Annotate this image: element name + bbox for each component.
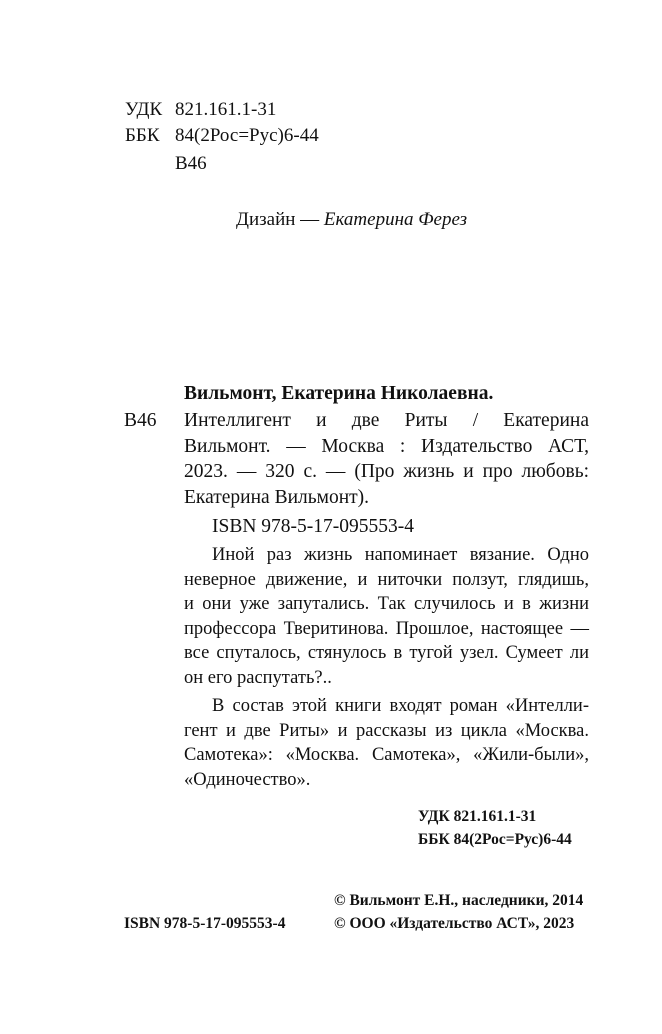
design-credit-prefix: Дизайн — xyxy=(236,209,324,230)
copyright-author: © Вильмонт Е.Н., наследники, 2014 xyxy=(334,892,584,909)
bbk-value: 84(2Рос=Рус)6-44 xyxy=(175,125,319,146)
annotation-line: и они уже запутались. Так случилось и в жизни xyxy=(184,594,589,614)
author-mark-top: В46 xyxy=(175,153,207,174)
catalog-line: Вильмонт. — Москва : Издательство АСТ, xyxy=(184,435,589,457)
bbk-label: ББК xyxy=(125,125,160,146)
annotation-line: все спуталось, стянулось в тугой узел. Сумеет ли xyxy=(184,643,589,663)
annotation-line: он его распутать?.. xyxy=(184,667,332,688)
catalog-description xyxy=(184,408,589,510)
copyright-publisher: © ООО «Издательство АСТ», 2023 xyxy=(334,915,575,932)
annotation-line: «Одиночество». xyxy=(184,769,311,790)
catalog-line: Екатерина Вильмонт). xyxy=(184,486,370,508)
bottom-udk: УДК 821.161.1-31 xyxy=(418,808,537,825)
annotation-line: профессора Тверитинова. Прошлое, настоящее — xyxy=(184,618,589,639)
annotation-line: Иной раз жизнь напоминает вязание. Одно xyxy=(212,545,589,565)
annotation-paragraph-1 xyxy=(184,543,589,690)
udk-value: 821.161.1-31 xyxy=(175,99,277,120)
catalog-line: Интеллигент и две Риты / Екатерина xyxy=(184,410,589,431)
annotation-line: В состав этой книги входят роман «Интелли- xyxy=(212,696,589,716)
catalog-line: 2023. — 320 с. — (Про жизнь и про любовь: xyxy=(184,461,589,482)
imprint-isbn: ISBN 978-5-17-095553-4 xyxy=(124,915,286,932)
annotation-line: гент и две Риты» и рассказы из цикла «Москва. xyxy=(184,720,589,741)
annotation-paragraph-2 xyxy=(184,694,589,792)
catalog-mark: В46 xyxy=(124,410,157,431)
annotation-line: неверное движение, и ниточки ползут, глядишь, xyxy=(184,569,589,590)
author-heading: Вильмонт, Екатерина Николаевна. xyxy=(184,383,494,404)
udk-label: УДК xyxy=(125,99,163,120)
design-credit xyxy=(236,208,467,232)
catalog-isbn: ISBN 978-5-17-095553-4 xyxy=(212,516,415,537)
bottom-bbk: ББК 84(2Рос=Рус)6-44 xyxy=(418,831,572,848)
design-credit-name: Екатерина Ферез xyxy=(323,209,468,230)
annotation-line: Самотека»: «Москва. Самотека», «Жили-были», xyxy=(184,745,589,765)
